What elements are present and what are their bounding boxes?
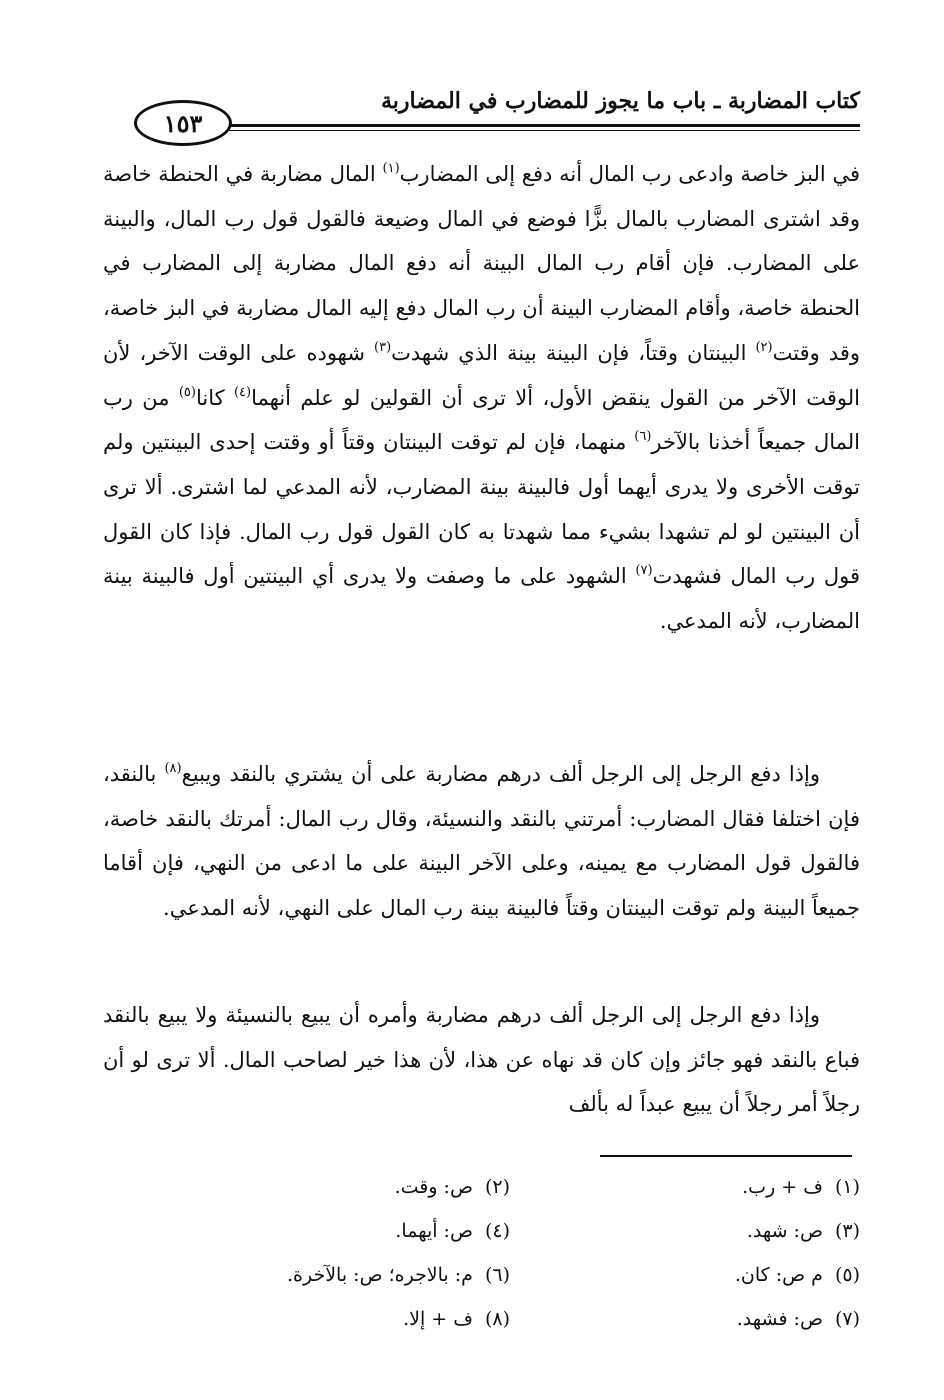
- text-run: كانا: [195, 385, 234, 410]
- paragraph-1: [103, 152, 860, 644]
- text-run: في البز خاصة وادعى رب المال أنه دفع إلى المضارب: [399, 162, 861, 186]
- footnotes: [160, 1165, 860, 1341]
- paragraph-2-text: [103, 752, 860, 931]
- text-run: المال مضاربة في الحنطة خاصة وقد اشترى المضارب بالمال بزًّا فوضع في المال وضيعة فالقول قول رب المال، والبينة على المضارب. فإن أقام رب المال البينة أنه دفع المال مضاربة إلى المضارب في الحنطة خاصة، وأقام المضارب البينة أن رب المال دفع إليه المال مضاربة في البز خاصة، وقد وقتت: [103, 162, 860, 365]
- footnote-marker: (٣): [374, 339, 392, 355]
- paragraph-3-text: [103, 993, 860, 1127]
- footnote-2: (٢)ص: وقت.: [394, 1176, 510, 1198]
- paragraph-1-text: [103, 152, 860, 644]
- footnote-3: (٣)ص: شهد.: [746, 1220, 860, 1242]
- footnote-5: (٥)م ص: كان.: [734, 1264, 860, 1286]
- text-run: شهوده على الوقت الآخر، لأن الوقت الآخر من القول ينقض الأول، ألا ترى أن القولين لو علم أنهما: [103, 340, 860, 410]
- footnote-row: [160, 1253, 860, 1297]
- footnote-marker: (٤): [233, 384, 252, 400]
- footnote-8: (٨)ف + إلا.: [403, 1308, 510, 1330]
- paragraph-2: [103, 752, 860, 931]
- text-run: بالنقد، فإن اختلفا فقال المضارب: أمرتني بالنقد والنسيئة، وقال رب المال: أمرتك بالنقد خاصة، فالقول قول المضارب مع يمينه، وعلى الآخر البينة على ما ادعى من النهي، فإن أقاما جميعاً البينة ولم توقت البينتان وقتاً فالبينة بينة رب المال على النهي، لأنه المدعي.: [103, 762, 860, 921]
- footnote-1: (١)ف + رب.: [742, 1176, 860, 1198]
- footnote-marker: (٧): [635, 563, 653, 579]
- footnote-marker: (٨): [164, 761, 182, 776]
- text-run: وإذا دفع الرجل إلى الرجل ألف درهم مضاربة على أن يشتري بالنقد ويبيع: [181, 762, 820, 786]
- footnote-row: [160, 1165, 860, 1209]
- paragraph-3: [103, 993, 860, 1127]
- footnote-row: [160, 1297, 860, 1341]
- footnote-marker: (٢): [755, 339, 773, 355]
- footnote-marker: (٦): [634, 429, 652, 445]
- header-rule-thick: [220, 124, 860, 127]
- text-run: من رب المال جميعاً أخذنا بالآخر: [103, 385, 860, 455]
- running-title: كتاب المضاربة ـ باب ما يجوز للمضارب في المضاربة: [381, 88, 860, 114]
- text-run: الشهود على ما وصفت ولا يدرى أي البينتين أول فالبينة بينة المضارب، لأنه المدعي.: [103, 564, 860, 634]
- footnote-marker: (١): [382, 161, 400, 176]
- footnote-separator: [600, 1155, 852, 1157]
- page-number: ١٥٣: [134, 100, 232, 146]
- text-run: وإذا دفع الرجل إلى الرجل ألف درهم مضاربة وأمره أن يبيع بالنسيئة ولا يبيع بالنقد فباع بالنقد فهو جائز وإن كان قد نهاه عن هذا، لأن هذا خير لصاحب المال. ألا ترى لو أن رجلاً أمر رجلاً أن يبيع عبداً له بألف: [103, 1003, 860, 1117]
- footnote-6: (٦)م: بالاجره؛ ص: بالآخرة.: [287, 1264, 510, 1286]
- footnote-4: (٤)ص: أيهما.: [395, 1220, 510, 1242]
- footnote-7: (٧)ص: فشهد.: [736, 1308, 860, 1330]
- header-rule-thin: [220, 130, 860, 131]
- footnote-row: [160, 1209, 860, 1253]
- text-run: البينتان وقتاً، فإن البينة بينة الذي شهدت: [391, 340, 756, 365]
- text-run: منهما، فإن لم توقت البينتان وقتاً أو وقتت إحدى البينتين ولم توقت الأخرى ولا يدرى أيهما أول فالبينة بينة المضارب، لأنه المدعي لما اشترى. ألا ترى أن البينتين لو لم تشهدا بشيء مما شهدتا به كان القول قول رب المال. فإذا كان القول قول رب المال فشهدت: [103, 430, 860, 589]
- page-header: [110, 80, 860, 140]
- footnote-marker: (٥): [178, 384, 196, 400]
